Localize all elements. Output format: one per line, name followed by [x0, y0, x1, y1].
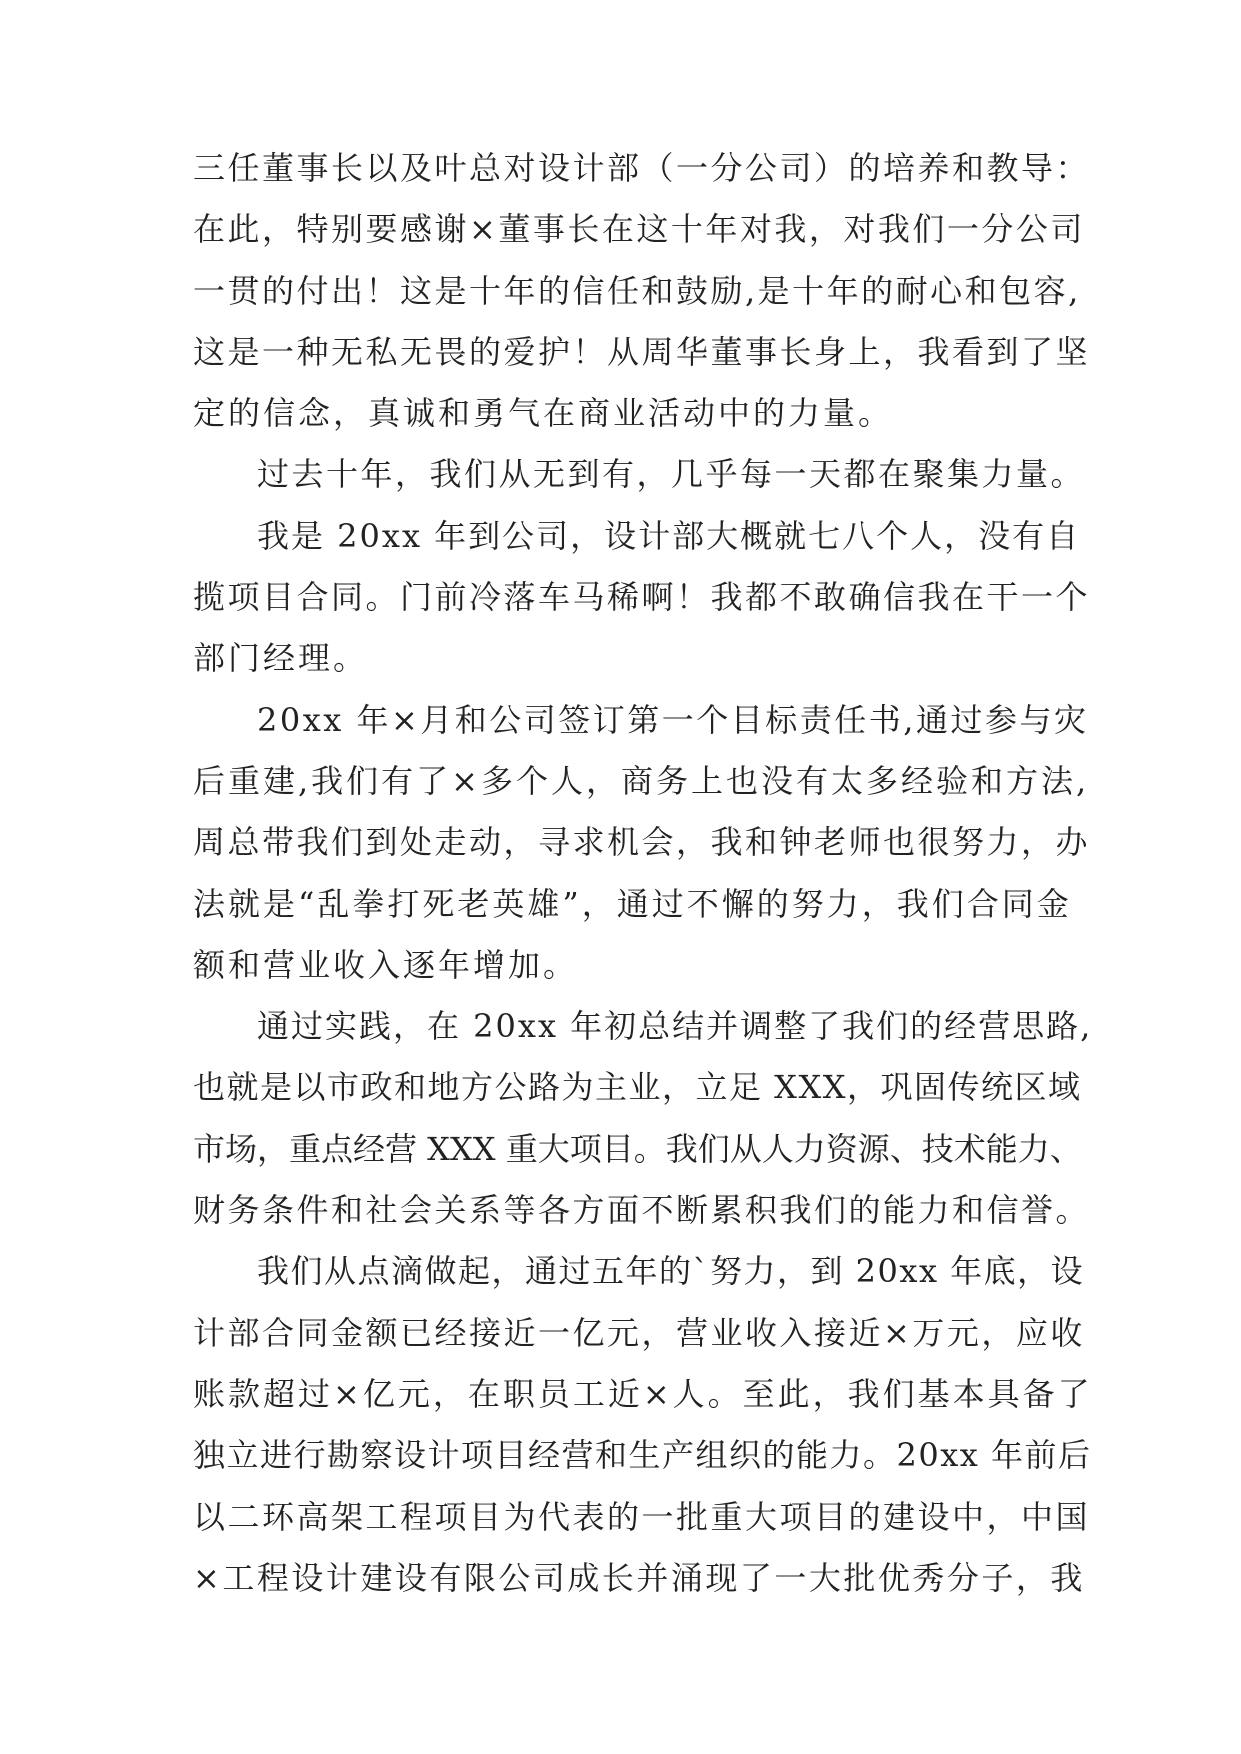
- text-line: 定的信念，真诚和勇气在商业活动中的力量。: [193, 394, 894, 433]
- text-line: 财务条件和社会关系等各方面不断累积我们的能力和信誉。: [193, 1191, 1091, 1230]
- text-line: 过去十年，我们从无到有，几乎每一天都在聚集力量。: [257, 455, 1086, 494]
- text-line: 后重建,我们有了×多个人，商务上也没有太多经验和方法,: [193, 761, 1090, 800]
- text-line: 市场，重点经营 XXX 重大项目。我们从人力资源、技术能力、: [193, 1129, 1082, 1168]
- text-line: 也就是以市政和地方公路为主业，立足 XXX，巩固传统区域: [193, 1068, 1082, 1107]
- text-line: 账款超过×亿元，在职员工近×人。至此，我们基本具备了: [193, 1374, 1093, 1413]
- text-line: 以二环高架工程项目为代表的一批重大项目的建设中，中国: [193, 1497, 1091, 1536]
- text-line: 独立进行勘察设计项目经营和生产组织的能力。20xx 年前后: [193, 1436, 1092, 1475]
- text-line: 在此，特别要感谢×董事长在这十年对我，对我们一分公司: [193, 210, 1085, 249]
- text-line: 部门经理。: [193, 639, 369, 678]
- text-line: 法就是“乱拳打死老英雄”，通过不懈的努力，我们合同金: [193, 884, 1072, 923]
- text-line: 我们从点滴做起，通过五年的`努力，到 20xx 年底，设: [257, 1252, 1085, 1291]
- text-line: ×工程设计建设有限公司成长并涌现了一大批优秀分子，我: [193, 1558, 1085, 1597]
- text-line: 计部合同金额已经接近一亿元，营业收入接近×万元，应收: [193, 1313, 1085, 1352]
- text-line: 一贯的付出！这是十年的信任和鼓励,是十年的耐心和包容,: [193, 271, 1081, 310]
- text-line: 这是一种无私无畏的爱护！从周华董事长身上，我看到了坚: [193, 332, 1091, 371]
- text-line: 周总带我们到处走动，寻求机会，我和钟老师也很努力，办: [193, 823, 1091, 862]
- body-text: [193, 138, 1093, 1609]
- text-line: 20xx 年×月和公司签订第一个目标责任书,通过参与灾: [257, 700, 1089, 739]
- text-line: 额和营业收入逐年增加。: [193, 945, 579, 984]
- text-line: 通过实践，在 20xx 年初总结并调整了我们的经营思路,: [257, 1007, 1093, 1046]
- text-line: 三任董事长以及叶总对设计部（一分公司）的培养和教导：: [193, 149, 1091, 187]
- text-line: 揽项目合同。门前冷落车马稀啊！我都不敢确信我在干一个: [193, 578, 1091, 617]
- text-line: 我是 20xx 年到公司，设计部大概就七八个人，没有自: [257, 516, 1081, 555]
